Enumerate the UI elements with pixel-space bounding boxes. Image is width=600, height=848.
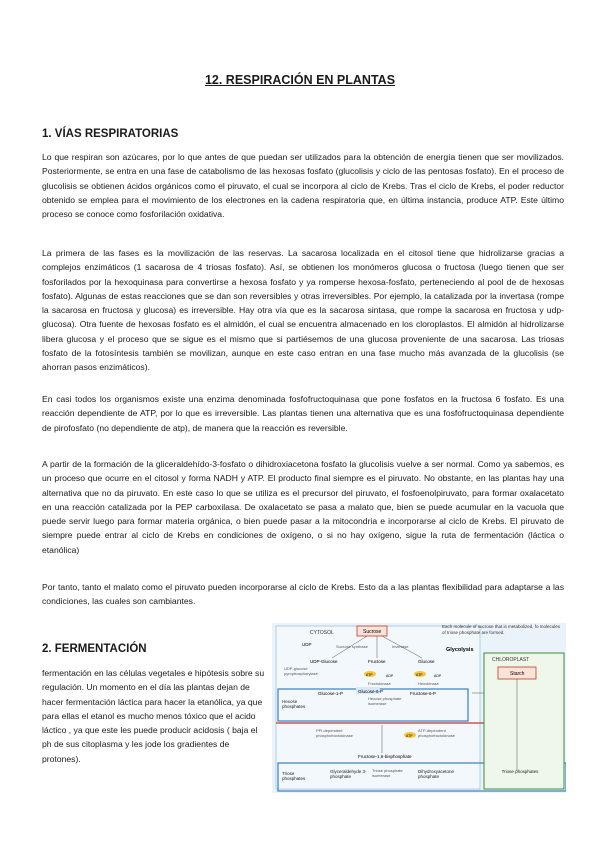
- adp-label-2: ADP: [434, 674, 442, 678]
- paragraph-2: La primera de las fases es la movilización de las reservas. La sacarosa localizada en el citosol tiene que hidrolizarse gracias a complejos enzimáticos (1 sacarosa de 4 triosas fosfato). Así, se obtienen los monómeros glucosa o fructosa (luego tienen que ser fosforilados por la hexoquinasa para convertirse a hexosa fosfato y ya romperse hexosa-fosfato, perteneciendo al pool de de hexosas fosfato). Algunas de estas reacciones que se dan son reversibles y otras irreversibles. Por ejemplo, la catalizada por la invertasa (rompe la sacarosa en fructosa y glucosa) es irreversible. Hay otra vía que es la sacarosa sintasa, que rompe la sacarosa en fructosa y udp-glucosa). Otra fuente de hexosas fosfato es el almidón, el cual se encuentra almacenado en los cloroplastos. El almidón al hidrolizarse libera glucosa y el proceso que se sigue es el mismo que si partiésemos de una glucosa proveniente de una sacarosa. Las triosas fosfato de la fotosíntesis también se movilizan, aunque en este caso entran en una fase mucho más avanzada de la glucolisis (se ahorran pasos enzimáticos).: [42, 248, 564, 373]
- fructokinase-label: Fructokinase: [368, 681, 391, 686]
- udp-pyro-label: UDP-glucose pyrophosphorylase: [284, 667, 318, 676]
- hexose-phosphates-label: Hexose phosphates: [282, 699, 306, 709]
- starch-label: Starch: [510, 671, 525, 677]
- atp-label-3: ATP: [406, 734, 413, 738]
- glycolysis-figure: [272, 623, 566, 793]
- invertase-label: Invertase: [392, 644, 409, 649]
- udp-glucose-label: UDP-Glucose: [310, 659, 338, 664]
- glucose-1p-label: Glucose-1-P: [318, 691, 344, 696]
- paragraph-5: Por tanto, tanto el malato como el piruvato pueden incorporarse al ciclo de Krebs. Esto da a las plantas flexibilidad para adaptarse a las condiciones, las cuales son cambiantes.: [42, 582, 564, 607]
- paragraph-1: Lo que respiran son azúcares, por lo que antes de que puedan ser utilizados para la obtención de energía tienen que ser movilizados. Posteriormente, se entra en una fase de catabolismo de las hexosas fosfato (glucolisis y ciclo de las pentosas fosfato). En el proceso de glucolisis se obtienen ácidos orgánicos como el piruvato, el cual se incorpora al ciclo de Krebs. Tras el ciclo de Krebs, el poder reductor obtenido se emplea para el movimiento de los electrones en la cadena respiratoria que, en última instancia, produce ATP. Este último proceso se conoce como fosforilación oxidativa.: [42, 152, 564, 220]
- paragraph-4: A partir de la formación de la gliceraldehído-3-fosfato o dihidroxiacetona fosfato la glucolisis vuelve a ser normal. Como ya sabemos, es un proceso que ocurre en el citosol y forma NADH y ATP. El producto final siempre es el piruvato. No obstante, en las plantas hay una alternativa que no da piruvato. En este caso lo que se utiliza es el precursor del piruvato, el fosfoenolpiruvato, para formar oxalacetato en una reacción catalizada por la PEP carboxilasa. De oxalacetato se pasa a malato que, bien se puede acumular en la vacuola que puede servir luego para formar materia orgánica, o bien puede pasar a la mitocondria e incorporarse al ciclo de Krebs. El piruvato de siempre puede entrar al ciclo de Krebs en condiciones de oxígeno, o si no hay oxígeno, sigue la ruta de fermentación (láctica o etanólica): [42, 459, 564, 555]
- note-text: Each molecule of sucrose that is metabolized, fo molecules of triose phosphate are formed.: [442, 624, 561, 635]
- atp-pfk-label: ATP-dependent phosphofructokinase: [418, 729, 455, 738]
- adp-label-1: ADP: [386, 674, 394, 678]
- chloro-triose-label: Triose phosphates: [501, 769, 539, 774]
- sucrose-label: Sucrose: [363, 629, 382, 635]
- f16bp-label: Fructose-1,6-bisphosphate: [358, 754, 412, 759]
- glucose-label: Glucose: [418, 659, 435, 664]
- cytosol-label: CYTOSOL: [310, 630, 334, 636]
- note-box: [442, 624, 564, 640]
- atp-label-2: ATP: [416, 673, 423, 677]
- glycolysis-diagram: [272, 623, 566, 793]
- glycolysis-label: Glycolysis: [446, 647, 474, 653]
- udp-label: UDP: [302, 642, 312, 647]
- triose-phosphates-label: Triose phosphates: [282, 771, 306, 781]
- glucose-6p-label: Glucose-6-P: [358, 689, 384, 694]
- page-title: 12. RESPIRACIÓN EN PLANTAS: [204, 73, 396, 87]
- section-heading-fermentacion: 2. FERMENTACIÓN: [42, 643, 147, 655]
- hexokinase-label: Hexokinase: [418, 681, 439, 686]
- triose-isomerase-label: Triose phosphate isomerase: [372, 769, 403, 778]
- paragraph-fermentacion: fermentación en las células vegetales e hipótesis sobre su regulación. Un momento en el día las plantas dejan de hacer fermentación láctica para hacer la etanólica, ya que para ellas el etanol es mucho menos tóxico que el acido láctico , ya que este les puede producir acidosis ( baja el ph de sus citoplasma y les jode los gradientes de protones).: [42, 668, 265, 764]
- isomerase-label: Hexose phosphate isomerase: [368, 697, 402, 706]
- dhap-label: Dihydroxyacetone phosphate: [418, 769, 455, 779]
- fructose-6p-label: Fructose-6-P: [410, 691, 437, 696]
- paragraph-3: En casi todos los organismos existe una enzima denominada fosfofructoquinasa que pone fosfatos en la fructosa 6 fosfato. Es una reacción dependiente de ATP, por lo que es irreversible. Las plantas tienen una alternativa que es una fosfofructoquinasa dependiente de pirofosfato (no dependiente de atp), de manera que la reacción es reversible.: [42, 394, 564, 433]
- section-heading-vias: 1. VÍAS RESPIRATORIAS: [42, 128, 179, 140]
- fructose-label: Fructose: [368, 659, 386, 664]
- sucrose-synthase-label: Sucrose synthase: [336, 644, 368, 649]
- chloroplast-label: CHLOROPLAST: [492, 657, 530, 663]
- g3p-label: Glyceraldehyde 3-phosphate: [330, 769, 367, 779]
- atp-label-1: ATP: [366, 673, 373, 677]
- ppi-pfk-label: PPi-dependent phosphofructokinase: [316, 729, 353, 738]
